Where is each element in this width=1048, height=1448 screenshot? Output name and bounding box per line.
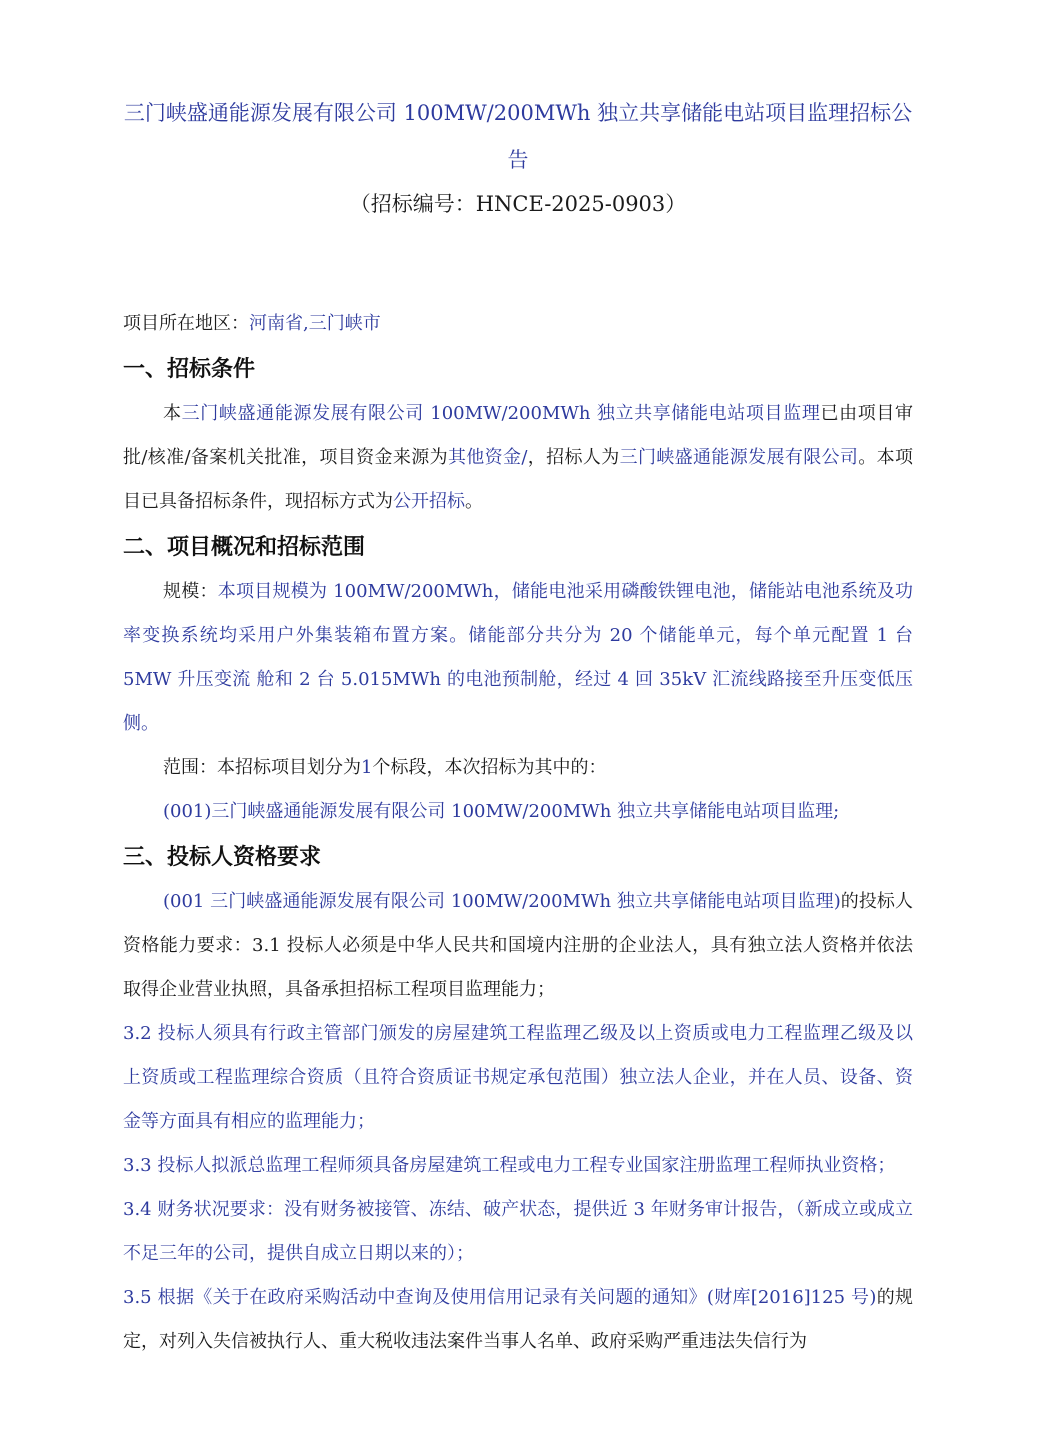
qualification-paragraph-4: 3.4 财务状况要求：没有财务被接管、冻结、破产状态，提供近 3 年财务审计报告，（新成立或成立不足三年的公司，提供自成立日期以来的）； [123,1199,913,1264]
section-1-paragraph [123,392,913,524]
s1-text-3: ，招标人为 [527,447,620,468]
q1-text: 的投标人资格能力要求：3.1 投标人必须是中华人民共和国境内注册的企业法人，具有独立法人资格并依法取得企业营业执照，具备承担招标工程项目监理能力； [123,891,913,1000]
qualification-paragraph-2: 3.2 投标人须具有行政主管部门颁发的房屋建筑工程监理乙级及以上资质或电力工程监理乙级及以上资质或工程监理综合资质（且符合资质证书规定承包范围）独立法人企业，并在人员、设备、资金等方面具有相应的监理能力； [123,1023,913,1132]
scale-label: 规模： [163,581,218,602]
s1-text-4: 。本项目已具备招标条件，现招标方式为 [123,447,913,512]
section-2-heading: 二、项目概况和招标范围 [123,534,366,560]
s1-tenderer: 三门峡盛通能源发展有限公司 [619,447,859,468]
document-page [123,90,913,1364]
qualification-paragraph-5 [123,1276,913,1364]
s1-project-name: 三门峡盛通能源发展有限公司 100MW/200MWh 独立共享储能电站项目监理 [181,403,821,424]
s1-text-2: 已由项目审批/核准/备案机关批准，项目资金来源为 [123,403,914,468]
s1-method: 公开招标 [393,491,465,512]
scale-paragraph [123,570,913,746]
section-3-heading: 三、投标人资格要求 [123,844,322,870]
scale-text: 本项目规模为 100MW/200MWh，储能电池采用磷酸铁锂电池，储能站电池系统及功率变换系统均采用户外集装箱布置方案。储能部分共分为 20 个储能单元，每个单元配置 1 台 5MW 升压变流 舱和 2 台 5.015MWh 的电池预制舱，经过 4 回 35kV 汇流线路接至升压变低压侧。 [123,581,914,734]
range-count: 1 [361,757,373,778]
lot-item: (001)三门峡盛通能源发展有限公司 100MW/200MWh 独立共享储能电站项目监理; [163,801,840,822]
q5-text: 的规定，对列入失信被执行人、重大税收违法案件当事人名单、政府采购严重违法失信行为 [123,1287,914,1352]
range-label: 范围：本招标项目划分为 [163,757,361,778]
s1-funds: 其他资金/ [447,447,528,468]
location-label: 项目所在地区： [123,313,249,334]
bid-number: （招标编号：HNCE-2025-0903） [349,192,687,216]
project-location [123,302,913,346]
q1-lot: (001 三门峡盛通能源发展有限公司 100MW/200MWh 独立共享储能电站项目监理) [163,891,841,912]
range-paragraph [123,746,913,790]
range-text: 个标段，本次招标为其中的： [372,757,607,778]
qualification-paragraph-1 [123,880,913,1012]
location-value: 河南省,三门峡市 [249,313,381,334]
qualification-paragraph-3: 3.3 投标人拟派总监理工程师须具备房屋建筑工程或电力工程专业国家注册监理工程师执业资格； [123,1155,896,1176]
s1-text-1: 本 [163,403,182,424]
document-title: 三门峡盛通能源发展有限公司 100MW/200MWh 独立共享储能电站项目监理招标公告 [123,101,913,172]
s1-text-5: 。 [465,491,483,512]
section-1-heading: 一、招标条件 [123,356,256,382]
q5-blue: 3.5 根据《关于在政府采购活动中查询及使用信用记录有关问题的通知》(财库[2016]125 号) [123,1287,877,1308]
